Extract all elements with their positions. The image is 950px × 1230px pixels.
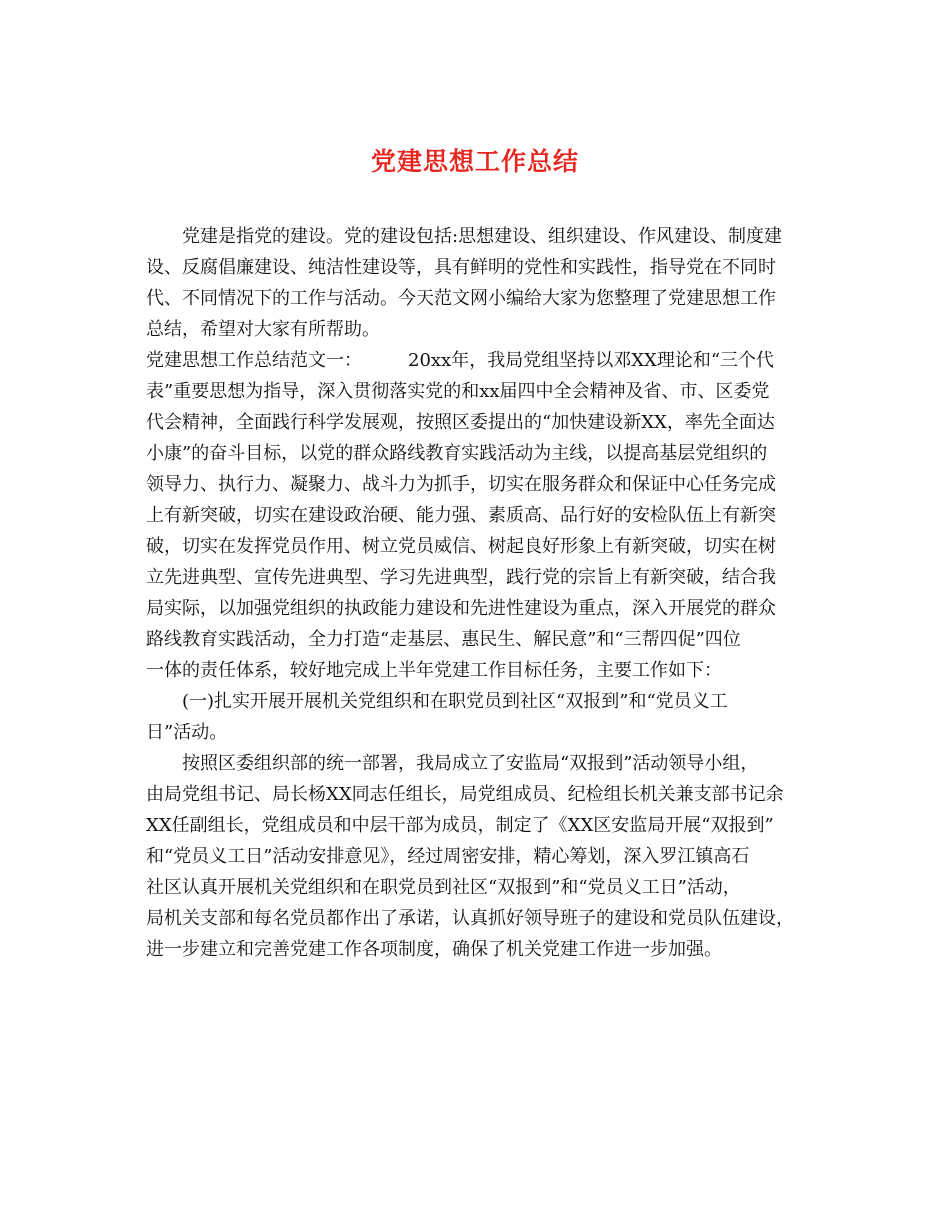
text-line: 立先进典型、宣传先进典型、学习先进典型，践行党的宗旨上有新突破，结合我 <box>146 567 776 588</box>
text-line: 社区认真开展机关党组织和在职党员到社区“双报到”和“党员义工日”活动， <box>146 877 741 898</box>
text-line: 路线教育实践活动，全力打造“走基层、惠民生、解民意”和“三帮四促”四位 <box>146 629 741 650</box>
document-body <box>146 221 806 965</box>
text-line: 一体的责任体系，较好地完成上半年党建工作目标任务，主要工作如下： <box>146 660 722 681</box>
text-line: 进一步建立和完善党建工作各项制度，确保了机关党建工作进一步加强。 <box>146 939 722 960</box>
text-line: 由局党组书记、局长杨XX同志任组长，局党组成员、纪检组长机关兼支部书记余 <box>146 784 784 805</box>
text-line: 局实际，以加强党组织的执政能力建设和先进性建设为重点，深入开展党的群众 <box>146 598 776 619</box>
subheading-line: (一)扎实开展开展机关党组织和在职党员到社区“双报到”和“党员义工 <box>182 691 728 712</box>
text-line: 小康”的奋斗目标，以党的群众路线教育实践活动为主线，以提高基层党组织的 <box>146 443 768 464</box>
text-line: 党建是指党的建设。党的建设包括:思想建设、组织建设、作风建设、制度建 <box>182 226 783 247</box>
document-title: 党建思想工作总结 <box>370 147 579 176</box>
text-line: 设、反腐倡廉建设、纯洁性建设等，具有鲜明的党性和实践性，指导党在不同时 <box>146 257 776 278</box>
text-line: 局机关支部和每名党员都作出了承诺，认真抓好领导班子的建设和党员队伍建设， <box>146 908 794 929</box>
text-line: 破，切实在发挥党员作用、树立党员威信、树起良好形象上有新突破，切实在树 <box>146 536 776 557</box>
section-heading: 党建思想工作总结范文一： <box>146 350 362 371</box>
text-line: 日”活动。 <box>146 722 228 743</box>
text-line: 上有新突破，切实在建设政治硬、能力强、素质高、品行好的安检队伍上有新突 <box>146 505 776 526</box>
text-line-with-heading <box>146 345 806 376</box>
text-line: 按照区委组织部的统一部署，我局成立了安监局“双报到”活动领导小组， <box>182 753 759 774</box>
text-line: 代会精神，全面践行科学发展观，按照区委提出的“加快建设新XX，率先全面达 <box>146 412 775 433</box>
text-line: 领导力、执行力、凝聚力、战斗力为抓手，切实在服务群众和保证中心任务完成 <box>146 474 776 495</box>
text-line: XX任副组长，党组成员和中层干部为成员，制定了《XX区安监局开展“双报到” <box>146 815 774 836</box>
text-line: 和“党员义工日”活动安排意见》，经过周密安排，精心筹划，深入罗江镇高石 <box>146 846 750 867</box>
paragraph-start: 20xx年，我局党组坚持以邓XX理论和“三个代 <box>408 350 775 371</box>
text-line: 总结，希望对大家有所帮助。 <box>146 319 380 340</box>
text-line: 代、不同情况下的工作与活动。今天范文网小编给大家为您整理了党建思想工作 <box>146 288 776 309</box>
text-line: 表”重要思想为指导，深入贯彻落实党的和xx届四中全会精神及省、市、区委党 <box>146 381 770 402</box>
